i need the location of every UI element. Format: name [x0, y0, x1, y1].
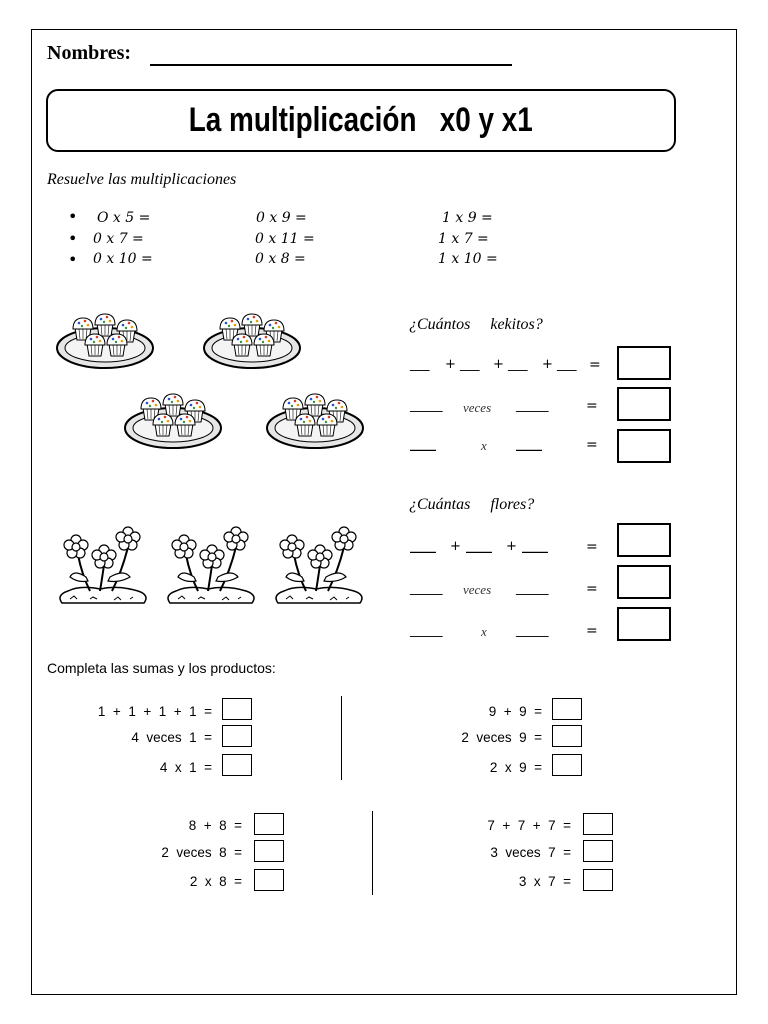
- flowers-illustration: [58, 525, 378, 610]
- nombres-label: Nombres:: [47, 42, 132, 64]
- cupcake-plates-illustration: [50, 300, 400, 450]
- g1-row1-label: 1 + 1 + 1 + 1 =: [97, 704, 212, 719]
- g1-row3-label: 4 x 1 =: [159, 760, 212, 775]
- kekitos-r1-equals: =: [589, 357, 601, 373]
- g4-row3-box[interactable]: [583, 869, 613, 891]
- kekitos-r1-blank-1[interactable]: ___: [410, 357, 430, 372]
- instruction-completa: Completa las sumas y los productos:: [47, 660, 276, 676]
- g1-row2-label: 4 veces 1 =: [131, 730, 212, 745]
- flores-r1-equals: =: [586, 539, 598, 555]
- kekitos-answer-box-1[interactable]: [617, 346, 671, 380]
- nombres-write-line[interactable]: [150, 64, 512, 66]
- flores-r2-veces: veces: [463, 582, 492, 597]
- flores-r2-blank-1[interactable]: _____: [410, 581, 443, 596]
- g2-row1-box[interactable]: [552, 698, 582, 720]
- kekitos-r1-plus-3: +: [542, 357, 553, 372]
- g3-row2-box[interactable]: [254, 840, 284, 862]
- kekitos-r3-x: x: [481, 438, 487, 453]
- g4-row2-label: 3 veces 7 =: [490, 845, 571, 860]
- flores-r1-blank-3[interactable]: ____: [522, 539, 548, 554]
- kekitos-r1-blank-2[interactable]: ___: [460, 357, 480, 372]
- flores-answer-box-2[interactable]: [617, 565, 671, 599]
- expr-c3-r2: 1 x 7 =: [438, 231, 489, 247]
- expr-c1-r3: 0 x 10 =: [93, 251, 153, 267]
- kekitos-answer-box-2[interactable]: [617, 387, 671, 421]
- g2-row2-label: 2 veces 9 =: [461, 730, 542, 745]
- question-flores: ¿Cuántas flores?: [409, 496, 535, 513]
- bullet-2: •: [68, 229, 78, 248]
- kekitos-r1-plus-1: +: [445, 357, 456, 372]
- expr-c1-r2: 0 x 7 =: [93, 231, 144, 247]
- expr-c2-r2: 0 x 11 =: [255, 231, 315, 247]
- g2-row2-box[interactable]: [552, 725, 582, 747]
- expr-c1-r1: O x 5 =: [97, 210, 151, 226]
- flores-r1-plus-2: +: [506, 539, 517, 554]
- bullet-1: •: [68, 207, 78, 226]
- kekitos-r3-equals: =: [586, 437, 598, 453]
- g4-row3-label: 3 x 7 =: [518, 874, 571, 889]
- page-title: La multiplicación x0 y x1: [189, 101, 533, 139]
- kekitos-r3-blank-1[interactable]: ____: [410, 437, 436, 452]
- kekitos-r2-veces: veces: [463, 400, 492, 415]
- kekitos-r2-blank-1[interactable]: _____: [410, 398, 443, 413]
- g3-row3-label: 2 x 8 =: [189, 874, 242, 889]
- flores-r1-blank-1[interactable]: ____: [410, 539, 436, 554]
- bullet-3: •: [68, 250, 78, 269]
- kekitos-r2-blank-2[interactable]: _____: [516, 398, 549, 413]
- flores-r1-blank-2[interactable]: ____: [466, 539, 492, 554]
- g3-row3-box[interactable]: [254, 869, 284, 891]
- flores-r3-x: x: [481, 624, 487, 639]
- expr-c2-r3: 0 x 8 =: [255, 251, 306, 267]
- question-kekitos: ¿Cuántos kekitos?: [409, 316, 543, 333]
- flores-r3-blank-1[interactable]: _____: [410, 623, 443, 638]
- divider-bottom: [372, 811, 373, 895]
- g4-row1-box[interactable]: [583, 813, 613, 835]
- flores-r2-blank-2[interactable]: _____: [516, 581, 549, 596]
- g2-row3-label: 2 x 9 =: [489, 760, 542, 775]
- g1-row2-box[interactable]: [222, 725, 252, 747]
- instruction-resuelve: Resuelve las multiplicaciones: [47, 171, 237, 188]
- flores-r2-equals: =: [586, 581, 598, 597]
- g4-row1-label: 7 + 7 + 7 =: [487, 818, 571, 833]
- expr-c3-r1: 1 x 9 =: [442, 210, 493, 226]
- flores-answer-box-1[interactable]: [617, 523, 671, 557]
- g3-row2-label: 2 veces 8 =: [161, 845, 242, 860]
- divider-top: [341, 696, 342, 780]
- kekitos-r1-blank-3[interactable]: ___: [508, 357, 528, 372]
- kekitos-r3-blank-2[interactable]: ____: [516, 437, 542, 452]
- flores-r3-equals: =: [586, 623, 598, 639]
- flores-r1-plus-1: +: [450, 539, 461, 554]
- g3-row1-box[interactable]: [254, 813, 284, 835]
- flores-r3-blank-2[interactable]: _____: [516, 623, 549, 638]
- g1-row1-box[interactable]: [222, 698, 252, 720]
- title-box: [46, 89, 676, 152]
- kekitos-r2-equals: =: [586, 398, 598, 414]
- kekitos-r1-plus-2: +: [493, 357, 504, 372]
- g4-row2-box[interactable]: [583, 840, 613, 862]
- g3-row1-label: 8 + 8 =: [188, 818, 242, 833]
- kekitos-answer-box-3[interactable]: [617, 429, 671, 463]
- g1-row3-box[interactable]: [222, 754, 252, 776]
- expr-c3-r3: 1 x 10 =: [438, 251, 498, 267]
- g2-row3-box[interactable]: [552, 754, 582, 776]
- kekitos-r1-blank-4[interactable]: ___: [557, 357, 577, 372]
- expr-c2-r1: 0 x 9 =: [256, 210, 307, 226]
- g2-row1-label: 9 + 9 =: [488, 704, 542, 719]
- flores-answer-box-3[interactable]: [617, 607, 671, 641]
